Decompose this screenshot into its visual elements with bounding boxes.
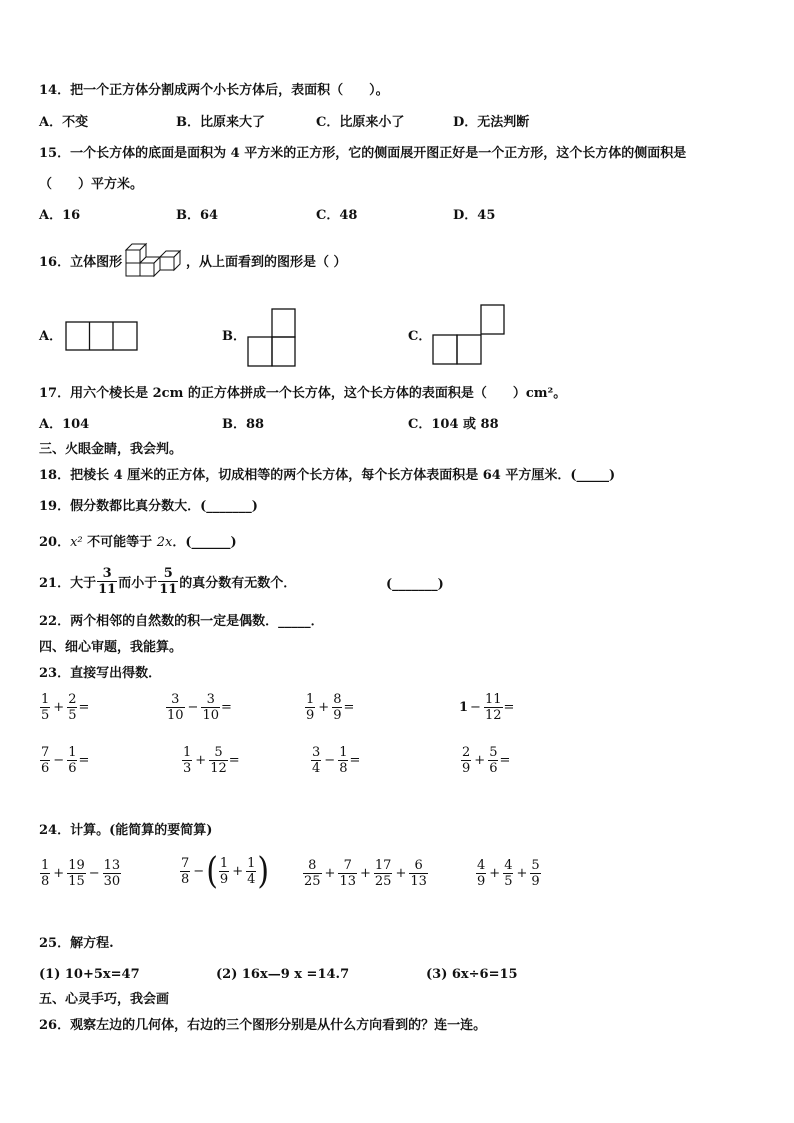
section-3-heading: 三、火眼金睛，我会判。: [39, 442, 183, 457]
q20-two-x: 2x: [156, 535, 173, 550]
q14-stem: 14．把一个正方体分割成两个小长方体后，表面积（ ）。: [39, 83, 389, 98]
q21-prefix: 21．大于: [39, 576, 97, 591]
q14-option-d: D．无法判断: [453, 115, 530, 130]
q25-equation-1: (1) 10+5x=47: [39, 967, 140, 982]
q23-item-2: $\frac{3}{10}$ − $\frac{3}{10}$ =: [167, 692, 232, 723]
q16-option-b-figure: [247, 308, 297, 368]
q14-option-b: B．比原来大了: [176, 115, 265, 130]
q16-option-c-label: C．: [408, 329, 432, 344]
q21-suffix: 的真分数有无数个．: [179, 576, 297, 591]
q14-option-a: A．不变: [39, 115, 89, 130]
section-5-heading: 五、心灵手巧，我会画: [39, 992, 170, 1007]
q17-stem: 17．用六个棱长是 2cm 的正方体拼成一个长方体，这个长方体的表面积是（ ）cm²。: [39, 386, 567, 401]
q18-text: 18．把棱长 4 厘米的正方体，切成相等的两个长方体，每个长方体表面积是 64 平方厘米．(_____): [39, 468, 616, 483]
q14-option-c: C．比原来小了: [316, 115, 405, 130]
q15-option-b: B．64: [176, 208, 219, 223]
q24-expression-3: $\frac{8}{25}$ + $\frac{7}{13}$ + $\frac{17}{25}$ + $\frac{6}{13}$: [304, 858, 427, 889]
q21-fraction-2: $\frac{5}{11}$: [159, 566, 178, 597]
q20-suffix: ．(______): [172, 535, 237, 550]
q15-option-a: A．16: [39, 208, 81, 223]
q25-equation-3: (3) 6x÷6=15: [426, 967, 518, 982]
q21-mid: 而小于: [118, 576, 158, 591]
q23-item-7: $\frac{3}{4}$ − $\frac{1}{8}$ =: [312, 745, 361, 776]
q15-stem-line2: （ ）平方米。: [39, 177, 144, 192]
q16-stem-pre: 16．立体图形: [39, 255, 123, 270]
q25-equation-2: (2) 16x—9 x =14.7: [216, 967, 350, 982]
section-4-heading: 四、细心审题，我能算。: [39, 640, 183, 655]
q26-text: 26．观察左边的几何体，右边的三个图形分别是从什么方向看到的？连一连。: [39, 1018, 487, 1033]
q25-stem: 25．解方程.: [39, 936, 114, 951]
q22-text: 22．两个相邻的自然数的积一定是偶数．_____．: [39, 614, 324, 629]
q24-expression-4: $\frac{4}{9}$ + $\frac{4}{5}$ + $\frac{5}{9}$: [477, 858, 540, 889]
q21-blank: (_______): [386, 577, 444, 592]
q24-stem: 24．计算。(能简算的要简算): [39, 823, 213, 838]
q16-stem-post: ，从上面看到的图形是（ ）: [186, 255, 347, 270]
q16-option-b-label: B．: [222, 329, 246, 344]
q21-text: [39, 566, 296, 597]
q23-item-8: $\frac{2}{9}$ + $\frac{5}{6}$ =: [462, 745, 511, 776]
q23-item-1: $\frac{1}{5}$ + $\frac{2}{5}$ =: [41, 692, 90, 723]
q23-stem: 23．直接写出得数．: [39, 666, 162, 681]
q23-item-6: $\frac{1}{3}$ + $\frac{5}{12}$ =: [183, 745, 240, 776]
q24-expression-2: $\frac{7}{8}$ − ( $\frac{1}{9}$ + $\frac{1}{4}$ ): [181, 849, 270, 892]
q16-option-c-figure: [432, 304, 506, 366]
q23-item-5: $\frac{7}{6}$ − $\frac{1}{6}$ =: [41, 745, 90, 776]
q21-fraction-1: $\frac{3}{11}$: [98, 566, 117, 597]
q16-option-a-figure: [65, 321, 138, 351]
q16-option-a-label: A．: [39, 329, 63, 344]
q24-expression-1: $\frac{1}{8}$ + $\frac{19}{15}$ − $\frac{13}{30}$: [41, 858, 121, 889]
q15-stem-line1: 15．一个长方体的底面是面积为 4 平方米的正方形，它的侧面展开图正好是一个正方形，这个长方体的侧面积是: [39, 146, 687, 161]
q15-option-c: C．48: [316, 208, 358, 223]
q16-solid-figure: [124, 240, 186, 286]
q20-prefix: 20．: [39, 535, 71, 550]
q20-text: [39, 534, 237, 552]
q17-option-a: A．104: [39, 417, 90, 432]
q15-option-d: D．45: [453, 208, 496, 223]
q23-item-3: $\frac{1}{9}$ + $\frac{8}{9}$ =: [306, 692, 355, 723]
q17-option-c: C．104 或 88: [408, 417, 499, 432]
q19-text: 19．假分数都比真分数大．(_______): [39, 499, 258, 514]
q20-x-squared: x²: [70, 535, 83, 550]
q20-mid: 不可能等于: [82, 535, 157, 550]
q17-option-b: B．88: [222, 417, 265, 432]
q23-item-4: 1 − $\frac{11}{12}$ =: [459, 692, 515, 723]
